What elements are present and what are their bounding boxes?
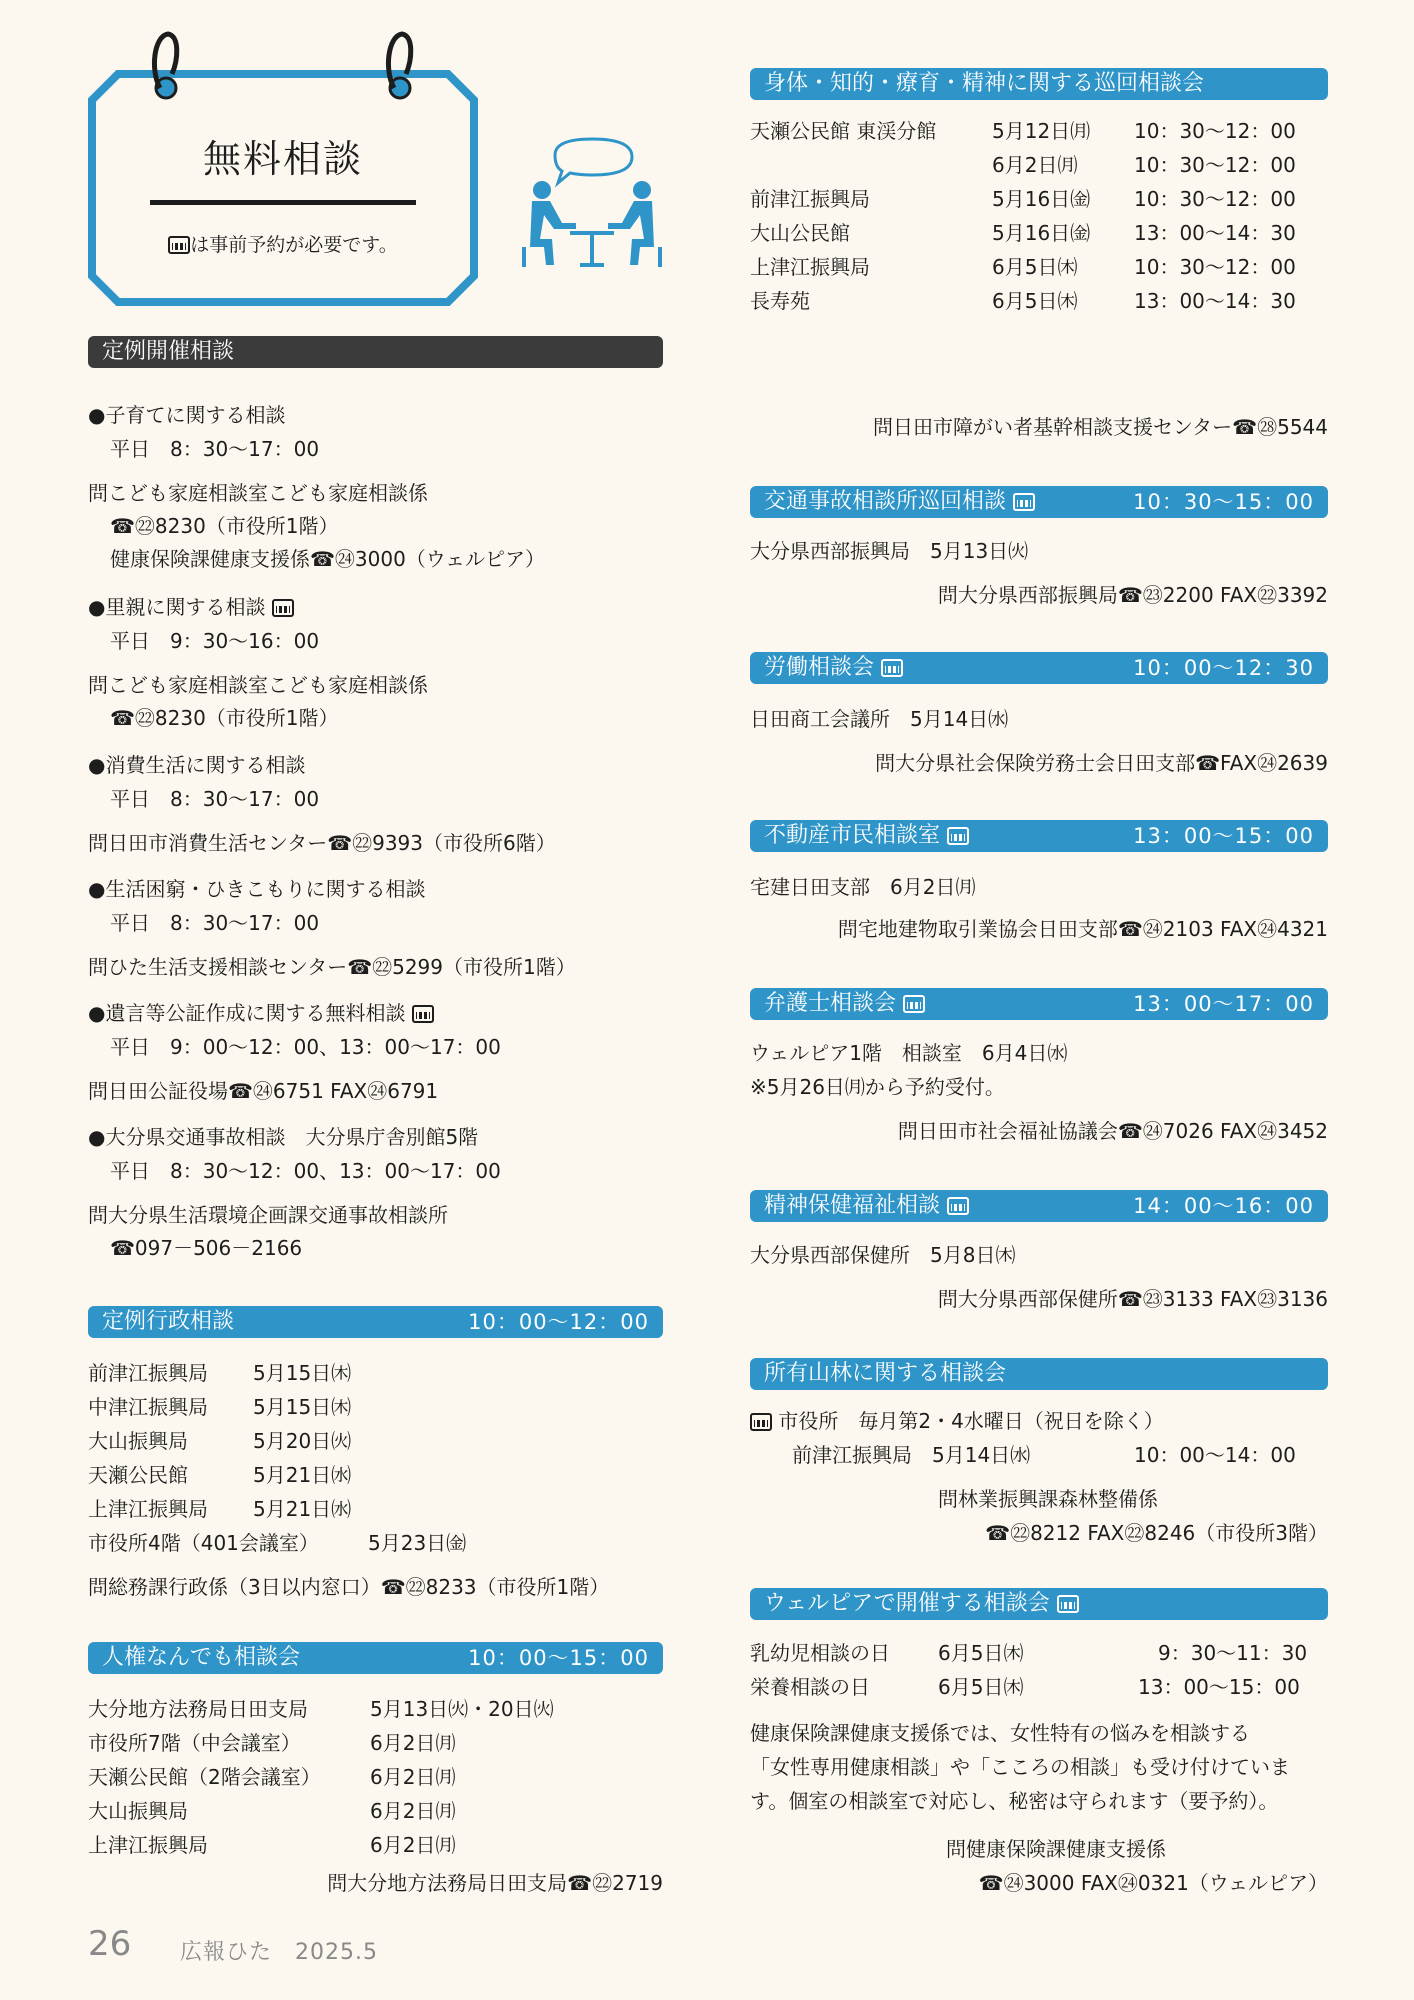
section-header-fudosan: 不動産市民相談室 13：00〜15：00 xyxy=(750,820,1328,852)
calendar-icon xyxy=(1057,1595,1079,1613)
table-row: 天瀬公民館 5月21日㈬ xyxy=(88,1463,352,1487)
item-contact: 問日田市社会福祉協議会☎㉔7026 FAX㉔3452 xyxy=(897,1119,1328,1143)
item-detail: ウェルピア1階 相談室 6月4日㈬ xyxy=(750,1041,1068,1065)
calendar-icon xyxy=(947,827,969,845)
item-heading: ●大分県交通事故相談 大分県庁舎別館5階 xyxy=(88,1125,479,1149)
table-row: 上津江振興局 6月2日㈪ xyxy=(88,1833,456,1857)
item-contact: ☎㉔3000 FAX㉔0321（ウェルピア） xyxy=(978,1871,1328,1895)
table-row: 乳幼児相談の日 6月5日㈭ 9：30〜11：30 xyxy=(750,1641,1308,1665)
title-rule xyxy=(150,200,416,205)
section-header-kotsu: 交通事故相談所巡回相談 10：30〜15：00 xyxy=(750,486,1328,518)
paragraph-line: 健康保険課健康支援係では、女性特有の悩みを相談する xyxy=(750,1721,1250,1745)
section-header-jinken: 人権なんでも相談会 10：00〜15：00 xyxy=(88,1642,663,1674)
calendar-icon xyxy=(412,1005,434,1023)
item-heading: ●遺言等公証作成に関する無料相談 xyxy=(88,1000,663,1026)
binder-rings xyxy=(88,30,478,120)
item-contact: 問大分県社会保険労務士会日田支部☎FAX㉔2639 xyxy=(875,751,1328,775)
calendar-icon xyxy=(750,1413,772,1431)
table-row: 栄養相談の日 6月5日㈭ 13：00〜15：00 xyxy=(750,1675,1300,1699)
item-detail: 宅建日田支部 6月2日㈪ xyxy=(750,875,976,899)
table-row: 6月2日㈪ 10：30〜12：00 xyxy=(992,153,1296,177)
item-hours: 平日 8：30〜17：00 xyxy=(110,911,320,935)
item-heading: ●消費生活に関する相談 xyxy=(88,753,306,777)
item-detail: 大分県西部振興局 5月13日㈫ xyxy=(750,539,1029,563)
section-header-rodo: 労働相談会 10：00〜12：30 xyxy=(750,652,1328,684)
calendar-icon xyxy=(881,659,903,677)
table-row: 市役所4階（401会議室） 5月23日㈮ xyxy=(88,1531,467,1555)
calendar-icon xyxy=(168,236,190,254)
item-heading: ●里親に関する相談 xyxy=(88,594,663,620)
table-row: 天瀬公民館 東渓分館 5月12日㈪ 10：30〜12：00 xyxy=(750,119,1296,143)
section-header-junkai: 身体・知的・療育・精神に関する巡回相談会 xyxy=(750,68,1328,100)
item-contact: 問日田公証役場☎㉔6751 FAX㉔6791 xyxy=(88,1079,439,1103)
calendar-icon xyxy=(947,1197,969,1215)
item-detail: 日田商工会議所 5月14日㈬ xyxy=(750,707,1009,731)
footer-publication: 広報ひた 2025.5 xyxy=(180,1940,378,1965)
section-header-seishin: 精神保健福祉相談 14：00〜16：00 xyxy=(750,1190,1328,1222)
title-card xyxy=(88,70,478,306)
table-row: 市役所7階（中会議室） 6月2日㈪ xyxy=(88,1731,456,1755)
item-detail: 市役所 毎月第2・4水曜日（祝日を除く） xyxy=(750,1408,1328,1434)
paragraph-line: す。個室の相談室で対応し、秘密は守られます（要予約）。 xyxy=(750,1789,1279,1813)
item-contact: 問宅地建物取引業協会日田支部☎㉔2103 FAX㉔4321 xyxy=(837,917,1328,941)
calendar-icon xyxy=(1013,493,1035,511)
item-contact: ☎097－506－2166 xyxy=(110,1236,303,1260)
item-contact: 問こども家庭相談室こども家庭相談係 xyxy=(88,673,428,697)
item-contact: 問日田市障がい者基幹相談支援センター☎㉘5544 xyxy=(872,415,1328,439)
table-row: 大山公民館 5月16日㈮ 13：00〜14：30 xyxy=(750,221,1296,245)
item-contact: ☎㉒8212 FAX㉒8246（市役所3階） xyxy=(985,1521,1328,1545)
item-contact: 問大分地方法務局日田支局☎㉒2719 xyxy=(327,1871,663,1895)
item-contact: 問健康保険課健康支援係 xyxy=(946,1837,1166,1861)
paragraph-line: 「女性専用健康相談」や「こころの相談」も受け付けていま xyxy=(750,1755,1290,1779)
item-contact: ☎㉒8230（市役所1階） xyxy=(110,514,339,538)
section-header-welpia: ウェルピアで開催する相談会 xyxy=(750,1588,1328,1620)
item-hours: 平日 8：30〜17：00 xyxy=(110,437,320,461)
page-title: 無料相談 xyxy=(202,137,363,181)
table-row: 大山振興局 5月20日㈫ xyxy=(88,1429,352,1453)
item-contact: 問大分県西部保健所☎㉓3133 FAX㉓3136 xyxy=(937,1287,1328,1311)
section-header-admin: 定例行政相談 10：00〜12：00 xyxy=(88,1306,663,1338)
calendar-icon xyxy=(272,599,294,617)
calendar-icon xyxy=(903,995,925,1013)
table-row: 上津江振興局 5月21日㈬ xyxy=(88,1497,352,1521)
item-hours: 平日 9：00〜12：00、13：00〜17：00 xyxy=(110,1035,501,1059)
consultation-illustration-icon xyxy=(510,135,675,275)
item-contact: 問日田市消費生活センター☎㉒9393（市役所6階） xyxy=(88,831,556,855)
item-detail: 大分県西部保健所 5月8日㈭ xyxy=(750,1243,1016,1267)
item-contact: 問こども家庭相談室こども家庭相談係 xyxy=(88,481,428,505)
section-header-regular: 定例開催相談 xyxy=(88,336,663,368)
item-contact: 問林業振興課森林整備係 xyxy=(938,1487,1158,1511)
table-row: 大分地方法務局日田支局 5月13日㈫・20日㈫ xyxy=(88,1697,554,1721)
item-contact: 問総務課行政係（3日以内窓口）☎㉒8233（市役所1階） xyxy=(88,1575,610,1599)
item-contact: 問ひた生活支援相談センター☎㉒5299（市役所1階） xyxy=(88,955,576,979)
item-hours: 平日 9：30〜16：00 xyxy=(110,629,320,653)
item-contact: 健康保険課健康支援係☎㉔3000（ウェルピア） xyxy=(110,547,546,571)
table-row: 前津江振興局 5月15日㈭ xyxy=(88,1361,352,1385)
item-contact: 問大分県西部振興局☎㉓2200 FAX㉒3392 xyxy=(937,583,1328,607)
page-number: 26 xyxy=(88,1924,132,1964)
item-hours: 平日 8：30〜17：00 xyxy=(110,787,320,811)
reservation-note: は事前予約が必要です。 xyxy=(88,230,478,257)
item-heading: ●子育てに関する相談 xyxy=(88,403,286,427)
table-row: 前津江振興局 5月14日㈬ 10：00〜14：00 xyxy=(792,1443,1296,1467)
table-row: 大山振興局 6月2日㈪ xyxy=(88,1799,456,1823)
section-header-sanrin: 所有山林に関する相談会 xyxy=(750,1358,1328,1390)
item-heading: ●生活困窮・ひきこもりに関する相談 xyxy=(88,877,426,901)
table-row: 天瀬公民館（2階会議室） 6月2日㈪ xyxy=(88,1765,456,1789)
item-note: ※5月26日㈪から予約受付。 xyxy=(750,1075,1005,1099)
item-hours: 平日 8：30〜12：00、13：00〜17：00 xyxy=(110,1159,501,1183)
table-row: 中津江振興局 5月15日㈭ xyxy=(88,1395,352,1419)
item-contact: 問大分県生活環境企画課交通事故相談所 xyxy=(88,1203,448,1227)
table-row: 上津江振興局 6月5日㈭ 10：30〜12：00 xyxy=(750,255,1296,279)
section-header-bengoshi: 弁護士相談会 13：00〜17：00 xyxy=(750,988,1328,1020)
table-row: 前津江振興局 5月16日㈮ 10：30〜12：00 xyxy=(750,187,1296,211)
item-contact: ☎㉒8230（市役所1階） xyxy=(110,706,339,730)
table-row: 長寿苑 6月5日㈭ 13：00〜14：30 xyxy=(750,289,1296,313)
